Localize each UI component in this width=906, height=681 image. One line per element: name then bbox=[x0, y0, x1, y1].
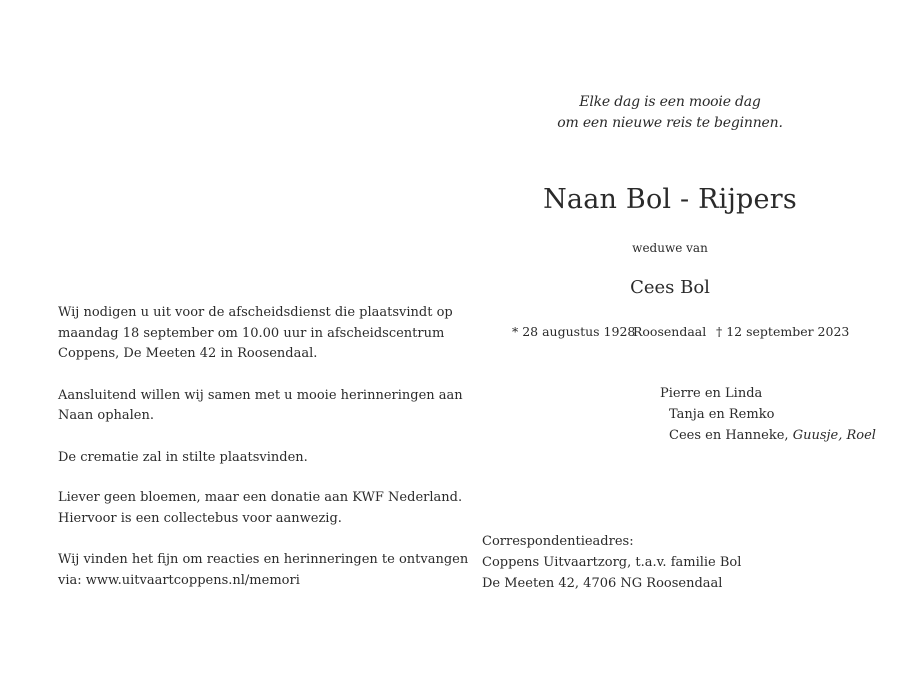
invitation-p2-line2: Naan ophalen. bbox=[58, 408, 155, 423]
invitation-p1-line1: Wij nodigen u uit voor de afscheidsdienst die plaatsvindt op bbox=[58, 305, 453, 320]
correspondence-line-1: Coppens Uitvaartzorg, t.a.v. familie Bol bbox=[482, 555, 742, 570]
invitation-p1-line2: maandag 18 september om 10.00 uur in afscheidscentrum bbox=[58, 325, 445, 341]
invitation-p4-line2: Hiervoor is een collectebus voor aanwezig. bbox=[58, 510, 342, 526]
motto-line-1: Elke dag is een mooie dag bbox=[579, 94, 761, 110]
invitation-p5-line2: via: www.uitvaartcoppens.nl/memori bbox=[58, 572, 300, 588]
invitation-p4-line1: Liever geen bloemen, maar een donatie aan KWF Nederland. bbox=[58, 490, 463, 505]
birth-date: * 28 augustus 1928 bbox=[512, 324, 636, 339]
death-date: † 12 september 2023 bbox=[716, 324, 850, 339]
invitation-text bbox=[58, 303, 469, 591]
family-line-1: Pierre en Linda bbox=[660, 386, 763, 401]
family-line-3-children: Guusje, Roel bbox=[792, 428, 876, 443]
deceased-name: Naan Bol - Rijpers bbox=[543, 184, 797, 215]
husband-name: Cees Bol bbox=[630, 277, 710, 298]
widow-label: weduwe van bbox=[632, 241, 708, 255]
correspondence-line-2: De Meeten 42, 4706 NG Roosendaal bbox=[482, 576, 723, 591]
place: Roosendaal bbox=[633, 324, 707, 339]
invitation-p2-line1: Aansluitend willen wij samen met u mooie herinneringen aan bbox=[58, 387, 463, 403]
correspondence-label: Correspondentieadres: bbox=[482, 534, 634, 549]
invitation-p5-line1: Wij vinden het fijn om reacties en herinneringen te ontvangen bbox=[58, 552, 469, 567]
family-line-3 bbox=[669, 428, 876, 443]
invitation-p3-line1: De crematie zal in stilte plaatsvinden. bbox=[58, 449, 308, 465]
motto-line-2: om een nieuwe reis te beginnen. bbox=[557, 115, 783, 131]
invitation-p1-line3: Coppens, De Meeten 42 in Roosendaal. bbox=[58, 346, 318, 361]
family-line-3-main: Cees en Hanneke, bbox=[669, 428, 793, 443]
family-line-2: Tanja en Remko bbox=[669, 407, 775, 422]
correspondence-block bbox=[482, 531, 741, 594]
